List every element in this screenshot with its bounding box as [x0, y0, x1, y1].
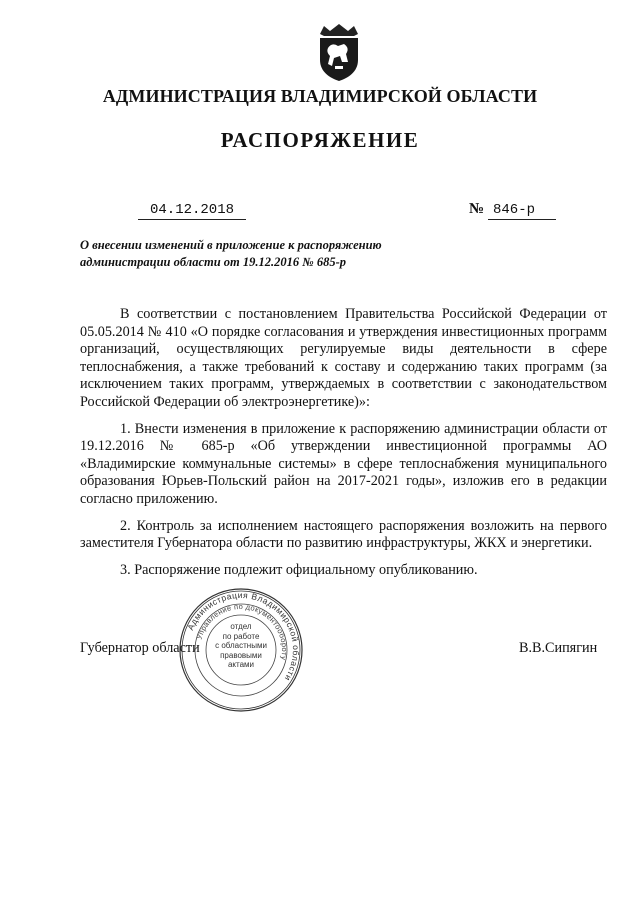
seal-inner-line: актами: [227, 660, 255, 669]
seal-middle-text: Управление по документообороту: [194, 601, 290, 662]
preamble-paragraph: В соответствии с постановлением Правительства Российской Федерации от 05.05.2014 № 410 «О порядке согласования и утверждения инвестиционных программ организаций, осуществляющих регулируемые виды деятельности в сфере теплоснабжения, а также требований к составу и содержанию таких программ (за исключением таких программ, утверждаемых в соответствии с законодательством Российской Федерации об электроэнергетике)»:: [80, 306, 607, 410]
seal-center-text: [208, 622, 274, 670]
organization-title: АДМИНИСТРАЦИЯ ВЛАДИМИРСКОЙ ОБЛАСТИ: [102, 86, 538, 106]
number-label: №: [469, 201, 485, 217]
subject-line-2: администрации области от 19.12.2016 № 685-р: [80, 255, 346, 269]
document-number: 846-р: [493, 202, 536, 218]
seal-inner-line: с областными: [215, 641, 267, 650]
seal-inner-line: отдел: [230, 622, 252, 631]
signatory-title: Губернатор области: [80, 640, 200, 656]
subject-line-1: О внесении изменений в приложение к распоряжению: [80, 238, 382, 252]
document-date: 04.12.2018: [150, 202, 235, 218]
seal-outer-text: Администрация Владимирской области: [185, 589, 302, 684]
document-subject: [80, 237, 420, 271]
signatory-name: В.В.Сипягин: [519, 640, 598, 656]
document-body: [80, 306, 607, 588]
item-1-paragraph: 1. Внести изменения в приложение к распоряжению администрации области от 19.12.2016 № 685-р «Об утверждении инвестиционной программы АО «Владимирские коммунальные системы» в сфере теплоснабжения муниципального образования Юрьев-Польский район на 2017-2021 годы», изложив его в редакции согласно приложению.: [80, 420, 607, 507]
date-underline: [138, 219, 246, 220]
coat-of-arms-icon: [314, 22, 364, 82]
number-underline: [488, 219, 556, 220]
seal-inner-line: по работе: [222, 631, 260, 641]
document-type-title: РАСПОРЯЖЕНИЕ: [220, 128, 420, 152]
seal-inner-line: правовыми: [220, 650, 262, 660]
item-2-paragraph: 2. Контроль за исполнением настоящего распоряжения возложить на первого заместителя Губернатора области по развитию инфраструктуры, ЖКХ и энергетики.: [80, 517, 607, 552]
item-3-paragraph: 3. Распоряжение подлежит официальному опубликованию.: [120, 561, 478, 578]
